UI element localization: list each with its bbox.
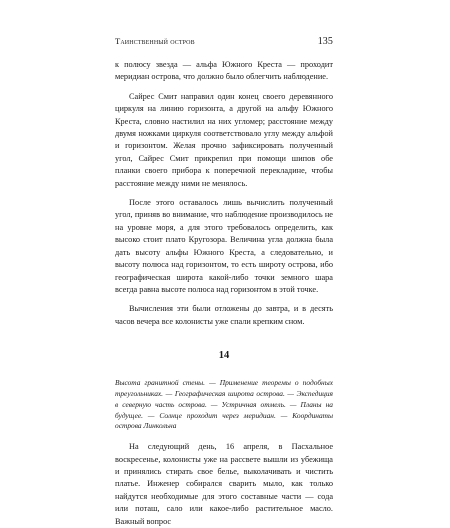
chapter-number: 14 <box>218 350 230 362</box>
running-head <box>115 36 333 50</box>
body-text-bottom <box>115 441 333 528</box>
book-page <box>115 36 333 528</box>
paragraph: к полюсу звезда — альфа Южного Креста — проходит меридиан острова, что должно было облегчить наблюдение. <box>115 60 333 82</box>
paragraph: Сайрес Смит направил один конец своего деревянного циркуля на линию горизонта, а другой на альфу Южного Креста, словно настилил на них угломер; расстояние между двумя ножками циркуля соответствовало углу между альфой и горизонтом. Желая прочно зафиксировать полученный угол, Сайрес Смит прикрепил при помощи шипов обе планки своего прибора к поперечной перекладине, чтобы расстояние между ними не менялось. <box>115 91 333 188</box>
body-text-top <box>115 59 333 328</box>
paragraph: На следующий день, 16 апреля, в Пасхальное воскресенье, колонисты уже на рассвете вышли из убежища и принялись стирать свое белье, выколачивать и чистить платье. Инженер собирался сварить мыло, как только найдутся необходимые для этого составные части — сода или поташ, сало или какое-либо растительное масло. Важный вопрос <box>115 442 333 526</box>
paragraph: После этого оставалось лишь вычислить полученный угол, приняв во внимание, что наблюдение производилось не на уровне моря, а для этого требовалось определить, как высоко стоит плато Кругозора. Величина угла должна была дать высоту альфы Южного Креста, а следовательно, и высоту полюса над горизонтом, то есть широту острова, ибо географическая широта какой-либо точки земного шара всегда равна высоте полюса над горизонтом в этой точке. <box>115 198 333 294</box>
paragraph: Вычисления эти были отложены до завтра, и в десять часов вечера все колонисты уже спали крепким сном. <box>115 304 333 326</box>
running-head-title: Таинственный остров <box>115 36 195 46</box>
chapter-summary: Высота гранитной стены. — Применение теоремы о подобных треугольниках. — Географическая широта острова. — Экспедиция в северную часть острова. — Устричная отмель. — Планы на будущее. — Солнце проходит через меридиан. — Координаты острова Линкольна <box>115 378 333 431</box>
page-number: 135 <box>317 36 333 47</box>
